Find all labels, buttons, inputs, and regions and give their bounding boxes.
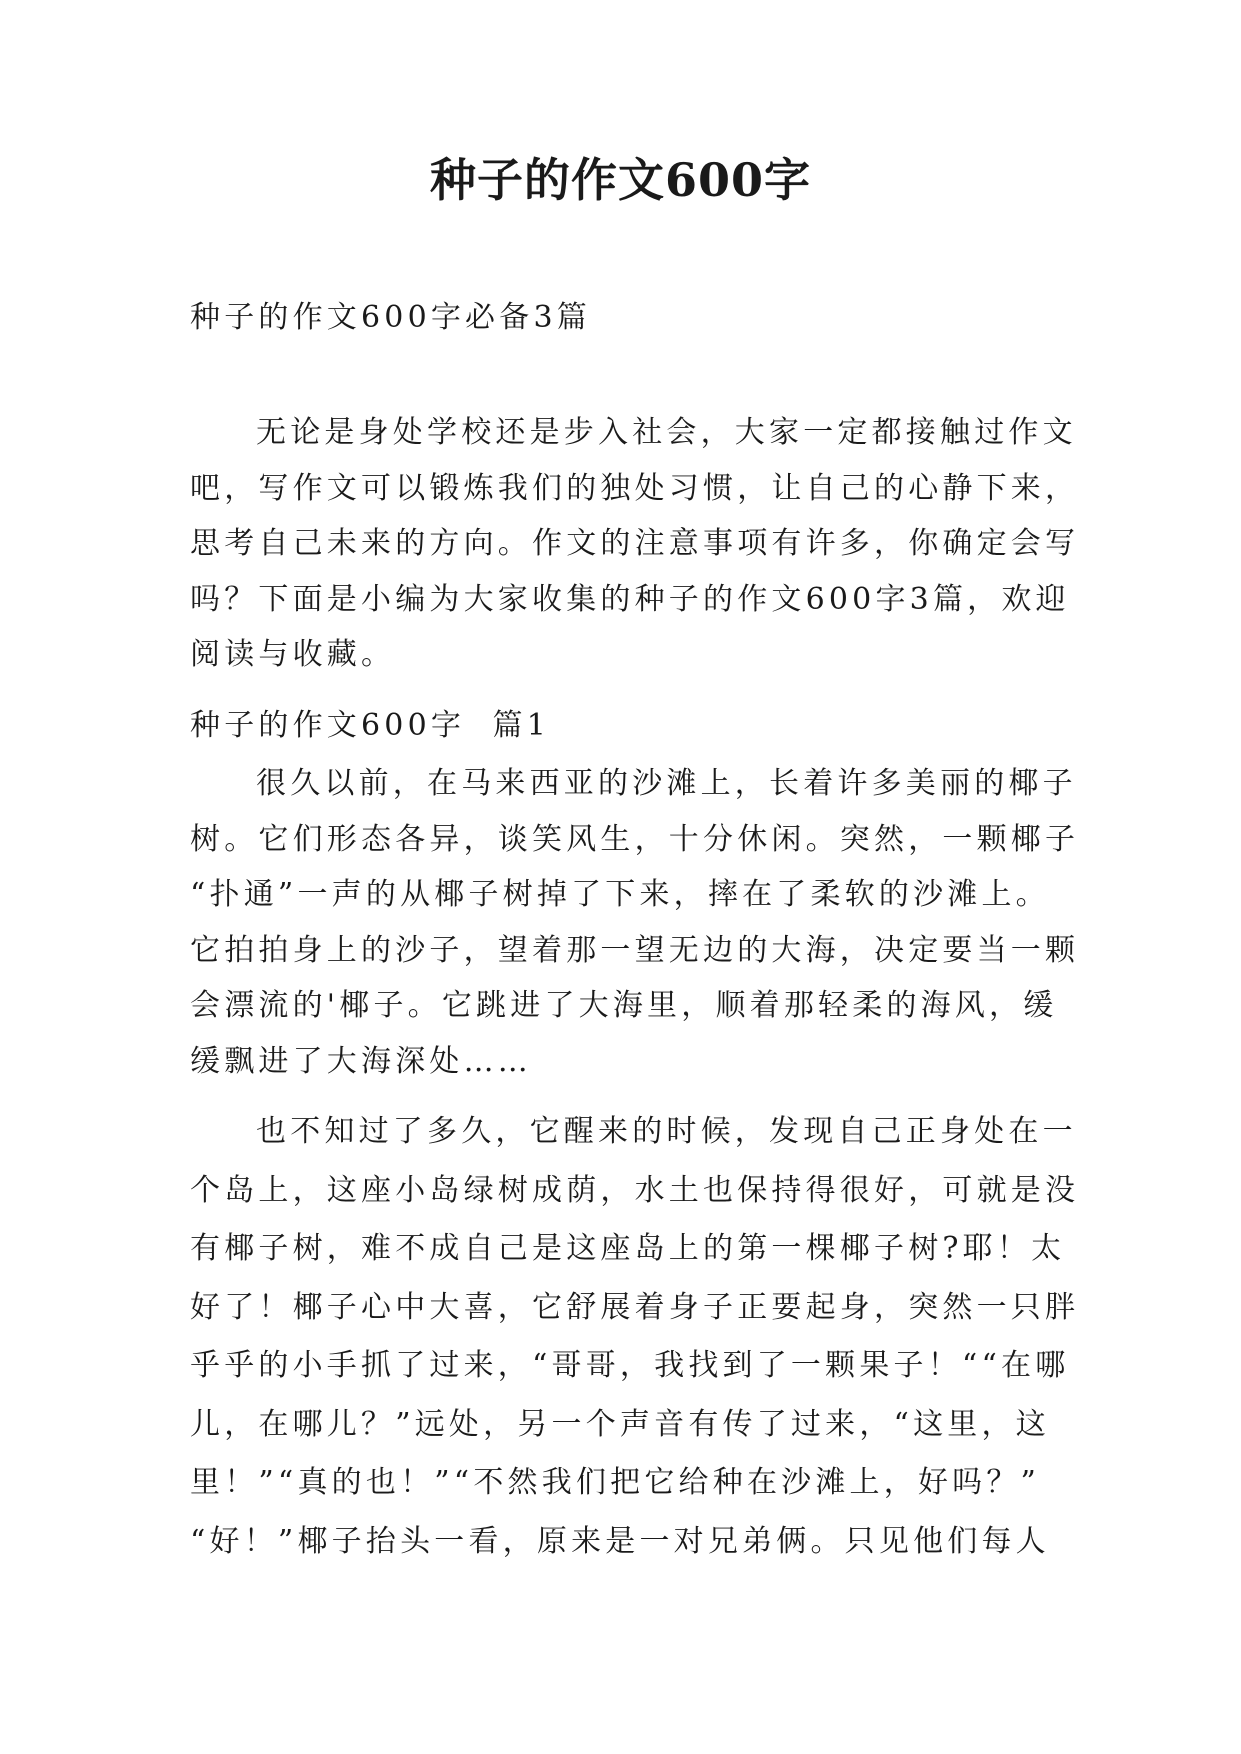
paragraph-line: 好了！椰子心中大喜，它舒展着身子正要起身，突然一只胖 xyxy=(190,1289,1080,1325)
intro-paragraph xyxy=(190,405,1080,683)
document-title: 种子的作文600字 xyxy=(429,153,812,207)
paragraph-line: 儿，在哪儿？”远处，另一个声音有传了过来，“这里，这 xyxy=(190,1406,1050,1442)
intro-line: 无论是身处学校还是步入社会，大家一定都接触过作文 xyxy=(256,415,1077,450)
paragraph-line: 会漂流的'椰子。它跳进了大海里，顺着那轻柔的海风，缓 xyxy=(190,988,1058,1023)
intro-line: 吗？下面是小编为大家收集的种子的作文600字3篇，欢迎 xyxy=(190,581,1070,617)
paragraph-1 xyxy=(190,756,1080,1089)
intro-line: 吧，写作文可以锻炼我们的独处习惯，让自己的心静下来， xyxy=(190,470,1080,506)
section-heading: 种子的作文600字 篇1 xyxy=(190,708,551,743)
paragraph-line: 它拍拍身上的沙子，望着那一望无边的大海，决定要当一颗 xyxy=(190,932,1080,968)
paragraph-line: 缓飘进了大海深处…… xyxy=(190,1043,532,1079)
paragraph-2 xyxy=(190,1103,1080,1571)
document-subtitle: 种子的作文600字必备3篇 xyxy=(190,300,591,335)
intro-line: 阅读与收藏。 xyxy=(190,637,396,672)
paragraph-line: 也不知过了多久，它醒来的时候，发现自己正身处在一 xyxy=(256,1114,1077,1149)
paragraph-line: 里！”“真的也！”“不然我们把它给种在沙滩上，好吗？” xyxy=(190,1465,1041,1500)
paragraph-line: 很久以前，在马来西亚的沙滩上，长着许多美丽的椰子 xyxy=(256,766,1077,801)
intro-line: 思考自己未来的方向。作文的注意事项有许多，你确定会写 xyxy=(190,526,1080,561)
paragraph-line: “好！”椰子抬头一看，原来是一对兄弟俩。只见他们每人 xyxy=(190,1523,1050,1559)
paragraph-line: 乎乎的小手抓了过来，“哥哥，我找到了一颗果子！““在哪 xyxy=(190,1348,1070,1383)
paragraph-line: 树。它们形态各异，谈笑风生，十分休闲。突然，一颗椰子 xyxy=(190,821,1080,857)
paragraph-line: 个岛上，这座小岛绿树成荫，水土也保持得很好，可就是没 xyxy=(190,1172,1080,1208)
paragraph-line: “扑通”一声的从椰子树掉了下来，摔在了柔软的沙滩上。 xyxy=(190,877,1050,912)
paragraph-line: 有椰子树，难不成自己是这座岛上的第一棵椰子树?耶！太 xyxy=(190,1231,1066,1266)
